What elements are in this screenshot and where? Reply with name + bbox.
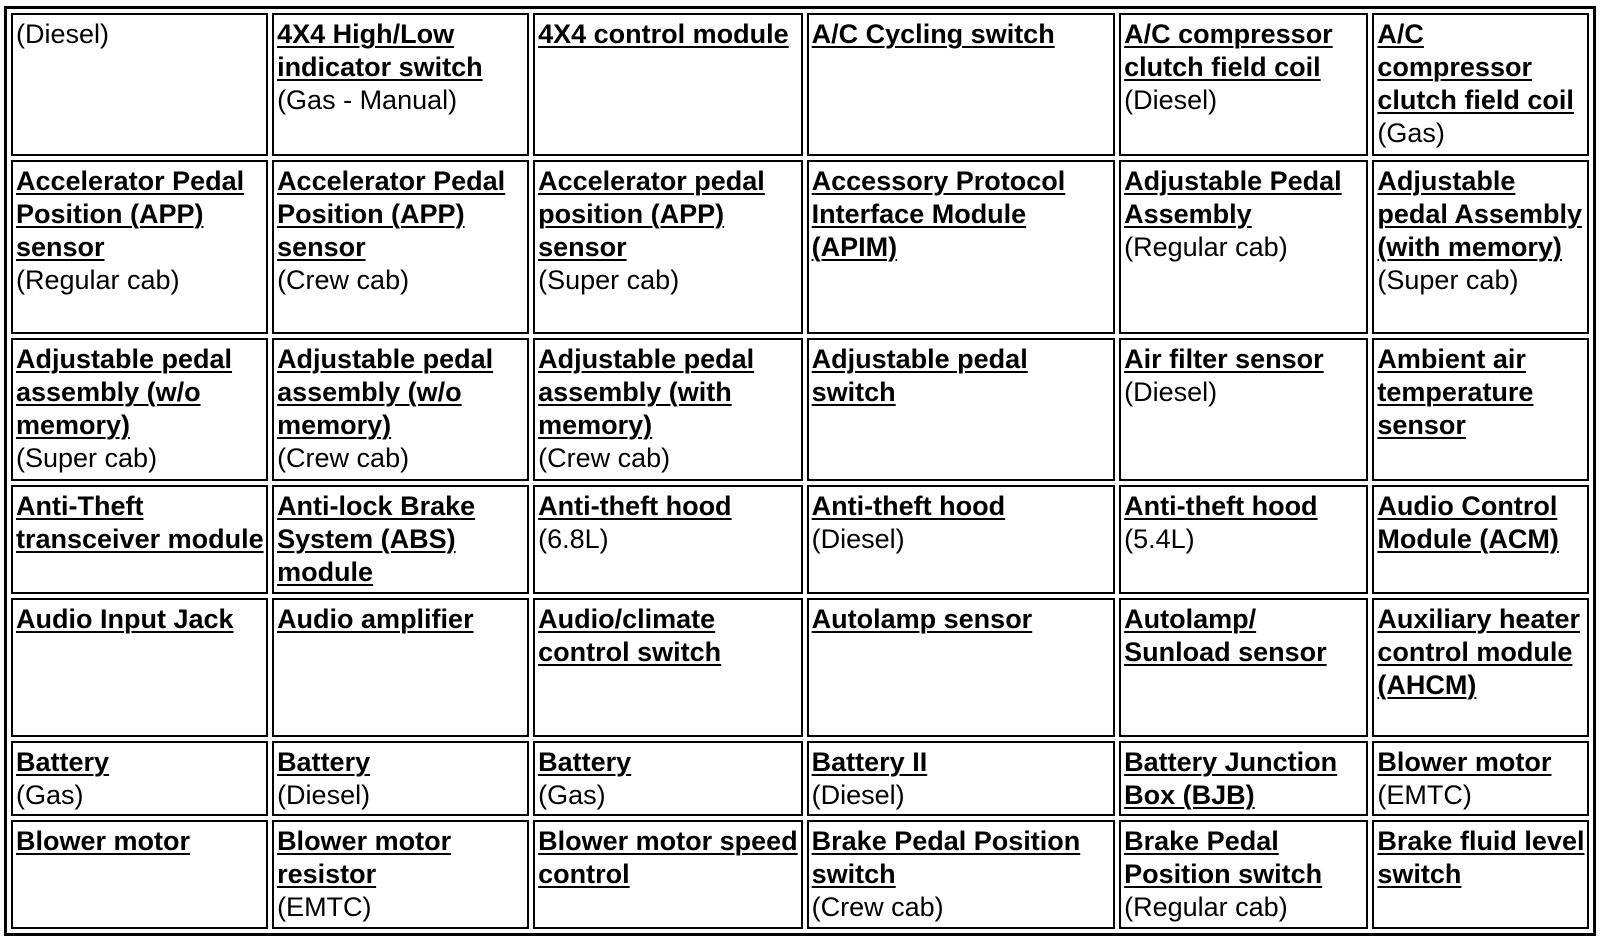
component-variant-note: (Super cab) (16, 443, 158, 474)
table-row (11, 13, 1589, 156)
table-cell (1119, 338, 1368, 481)
table-cell (807, 741, 1115, 816)
component-variant-note: (5.4L) (1124, 523, 1195, 554)
table-cell (1372, 13, 1589, 156)
table-cell (1119, 598, 1368, 738)
table-cell (1119, 485, 1368, 594)
component-variant-note: (Crew cab) (538, 443, 671, 474)
component-variant-note: (Gas - Manual) (277, 85, 458, 115)
component-link[interactable]: Accessory Protocol Interface Module (APIM) (811, 165, 1066, 262)
component-variant-note: (EMTC) (1377, 780, 1472, 811)
component-link[interactable]: 4X4 control module (538, 19, 789, 49)
component-link[interactable]: Air filter sensor (1124, 344, 1324, 375)
table-cell (272, 598, 529, 738)
component-variant-note: (Gas) (1377, 118, 1445, 148)
component-link[interactable]: Accelerator Pedal Position (APP) sensor (16, 165, 245, 262)
table-row (11, 598, 1589, 738)
component-link[interactable]: Audio/climate control switch (538, 603, 722, 667)
component-variant-note: (Diesel) (811, 523, 905, 554)
component-variant-note: (EMTC) (277, 892, 372, 923)
page (4, 6, 1596, 936)
table-cell (533, 741, 803, 816)
table-cell (1372, 741, 1589, 816)
component-link[interactable]: Autolamp/ Sunload sensor (1124, 603, 1327, 667)
table-cell (272, 13, 529, 156)
table-row (11, 741, 1589, 816)
component-link[interactable]: Accelerator Pedal Position (APP) sensor (277, 165, 506, 262)
component-link[interactable]: Anti-theft hood (1124, 490, 1318, 521)
table-cell (11, 820, 268, 929)
component-link[interactable]: Adjustable pedal assembly (w/o memory) (16, 344, 233, 441)
component-link[interactable]: Adjustable pedal assembly (with memory) (538, 344, 755, 441)
component-link[interactable]: Adjustable pedal Assembly (with memory) (1377, 165, 1582, 262)
component-variant-note: (6.8L) (538, 523, 609, 554)
component-link[interactable]: Battery (538, 747, 632, 778)
table-cell (807, 160, 1115, 334)
component-link[interactable]: Audio Input Jack (16, 603, 234, 634)
component-variant-note: (Diesel) (16, 19, 110, 49)
component-variant-note: (Diesel) (811, 780, 905, 811)
table-cell (1119, 741, 1368, 816)
component-link[interactable]: A/C Cycling switch (811, 19, 1055, 49)
table-cell (807, 338, 1115, 481)
component-link[interactable]: Auxiliary heater control module (AHCM) (1377, 603, 1580, 700)
table-cell (11, 741, 268, 816)
component-link[interactable]: Anti-lock Brake System (ABS) module (277, 490, 476, 587)
component-link[interactable]: Adjustable pedal switch (811, 344, 1028, 408)
table-cell (1119, 13, 1368, 156)
component-variant-note: (Super cab) (538, 264, 680, 295)
component-variant-note: (Crew cab) (811, 892, 944, 923)
component-link[interactable]: Adjustable Pedal Assembly (1124, 165, 1342, 229)
table-cell (1372, 338, 1589, 481)
component-link[interactable]: Brake Pedal Position switch (1124, 826, 1323, 890)
component-link[interactable]: Audio amplifier (277, 603, 474, 634)
table-cell (533, 13, 803, 156)
component-link[interactable]: Anti-theft hood (538, 490, 732, 521)
component-link[interactable]: Battery (277, 747, 371, 778)
table-cell (11, 13, 268, 156)
table-cell (272, 741, 529, 816)
component-link[interactable]: Audio Control Module (ACM) (1377, 490, 1559, 554)
component-link[interactable]: Adjustable pedal assembly (w/o memory) (277, 344, 494, 441)
component-link[interactable]: Accelerator pedal position (APP) sensor (538, 165, 765, 262)
component-link[interactable]: Blower motor speed control (538, 826, 798, 890)
table-row (11, 160, 1589, 334)
component-variant-note: (Diesel) (1124, 377, 1218, 408)
component-link[interactable]: 4X4 High/Low indicator switch (277, 19, 483, 82)
component-link[interactable]: Brake Pedal Position switch (811, 826, 1081, 890)
component-variant-note: (Diesel) (277, 780, 371, 811)
component-link[interactable]: A/C compressor clutch field coil (1377, 19, 1574, 115)
table-cell (272, 338, 529, 481)
component-link[interactable]: Battery II (811, 747, 928, 778)
component-index-table (4, 6, 1596, 936)
component-variant-note: (Crew cab) (277, 443, 410, 474)
table-cell (272, 485, 529, 594)
table-cell (533, 598, 803, 738)
component-link[interactable]: Anti-theft hood (811, 490, 1006, 521)
table-row (11, 338, 1589, 481)
table-cell (533, 485, 803, 594)
table-row (11, 485, 1589, 594)
table-cell (1372, 820, 1589, 929)
table-row (11, 820, 1589, 929)
table-cell (11, 485, 268, 594)
component-link[interactable]: Battery (16, 747, 110, 778)
table-cell (533, 820, 803, 929)
component-link[interactable]: Blower motor (16, 826, 191, 857)
table-cell (1119, 160, 1368, 334)
component-variant-note: (Gas) (16, 780, 84, 811)
table-cell (272, 160, 529, 334)
table-cell (533, 160, 803, 334)
table-cell (533, 338, 803, 481)
component-variant-note: (Crew cab) (277, 264, 410, 295)
table-cell (807, 485, 1115, 594)
component-link[interactable]: Battery Junction Box (BJB) (1124, 747, 1338, 811)
table-cell (272, 820, 529, 929)
component-variant-note: (Regular cab) (1124, 892, 1288, 923)
component-link[interactable]: Blower motor resistor (277, 826, 452, 890)
table-cell (1372, 485, 1589, 594)
table-cell (11, 598, 268, 738)
table-cell (1119, 820, 1368, 929)
component-link[interactable]: Brake fluid level switch (1377, 826, 1585, 890)
component-link[interactable]: Blower motor (1377, 747, 1552, 778)
table-cell (1372, 598, 1589, 738)
table-cell (807, 820, 1115, 929)
table-cell (807, 598, 1115, 738)
table-cell (11, 338, 268, 481)
component-variant-note: (Diesel) (1124, 85, 1218, 115)
component-link[interactable]: Anti-Theft transceiver module (16, 490, 264, 554)
component-variant-note: (Gas) (538, 780, 606, 811)
component-variant-note: (Regular cab) (16, 264, 180, 295)
component-variant-note: (Super cab) (1377, 264, 1519, 295)
component-variant-note: (Regular cab) (1124, 231, 1288, 262)
component-link[interactable]: A/C compressor clutch field coil (1124, 19, 1333, 82)
component-link[interactable]: Autolamp sensor (811, 603, 1033, 634)
component-link[interactable]: Ambient air temperature sensor (1377, 344, 1534, 441)
table-cell (807, 13, 1115, 156)
table-cell (11, 160, 268, 334)
table-cell (1372, 160, 1589, 334)
table-body (11, 13, 1589, 929)
